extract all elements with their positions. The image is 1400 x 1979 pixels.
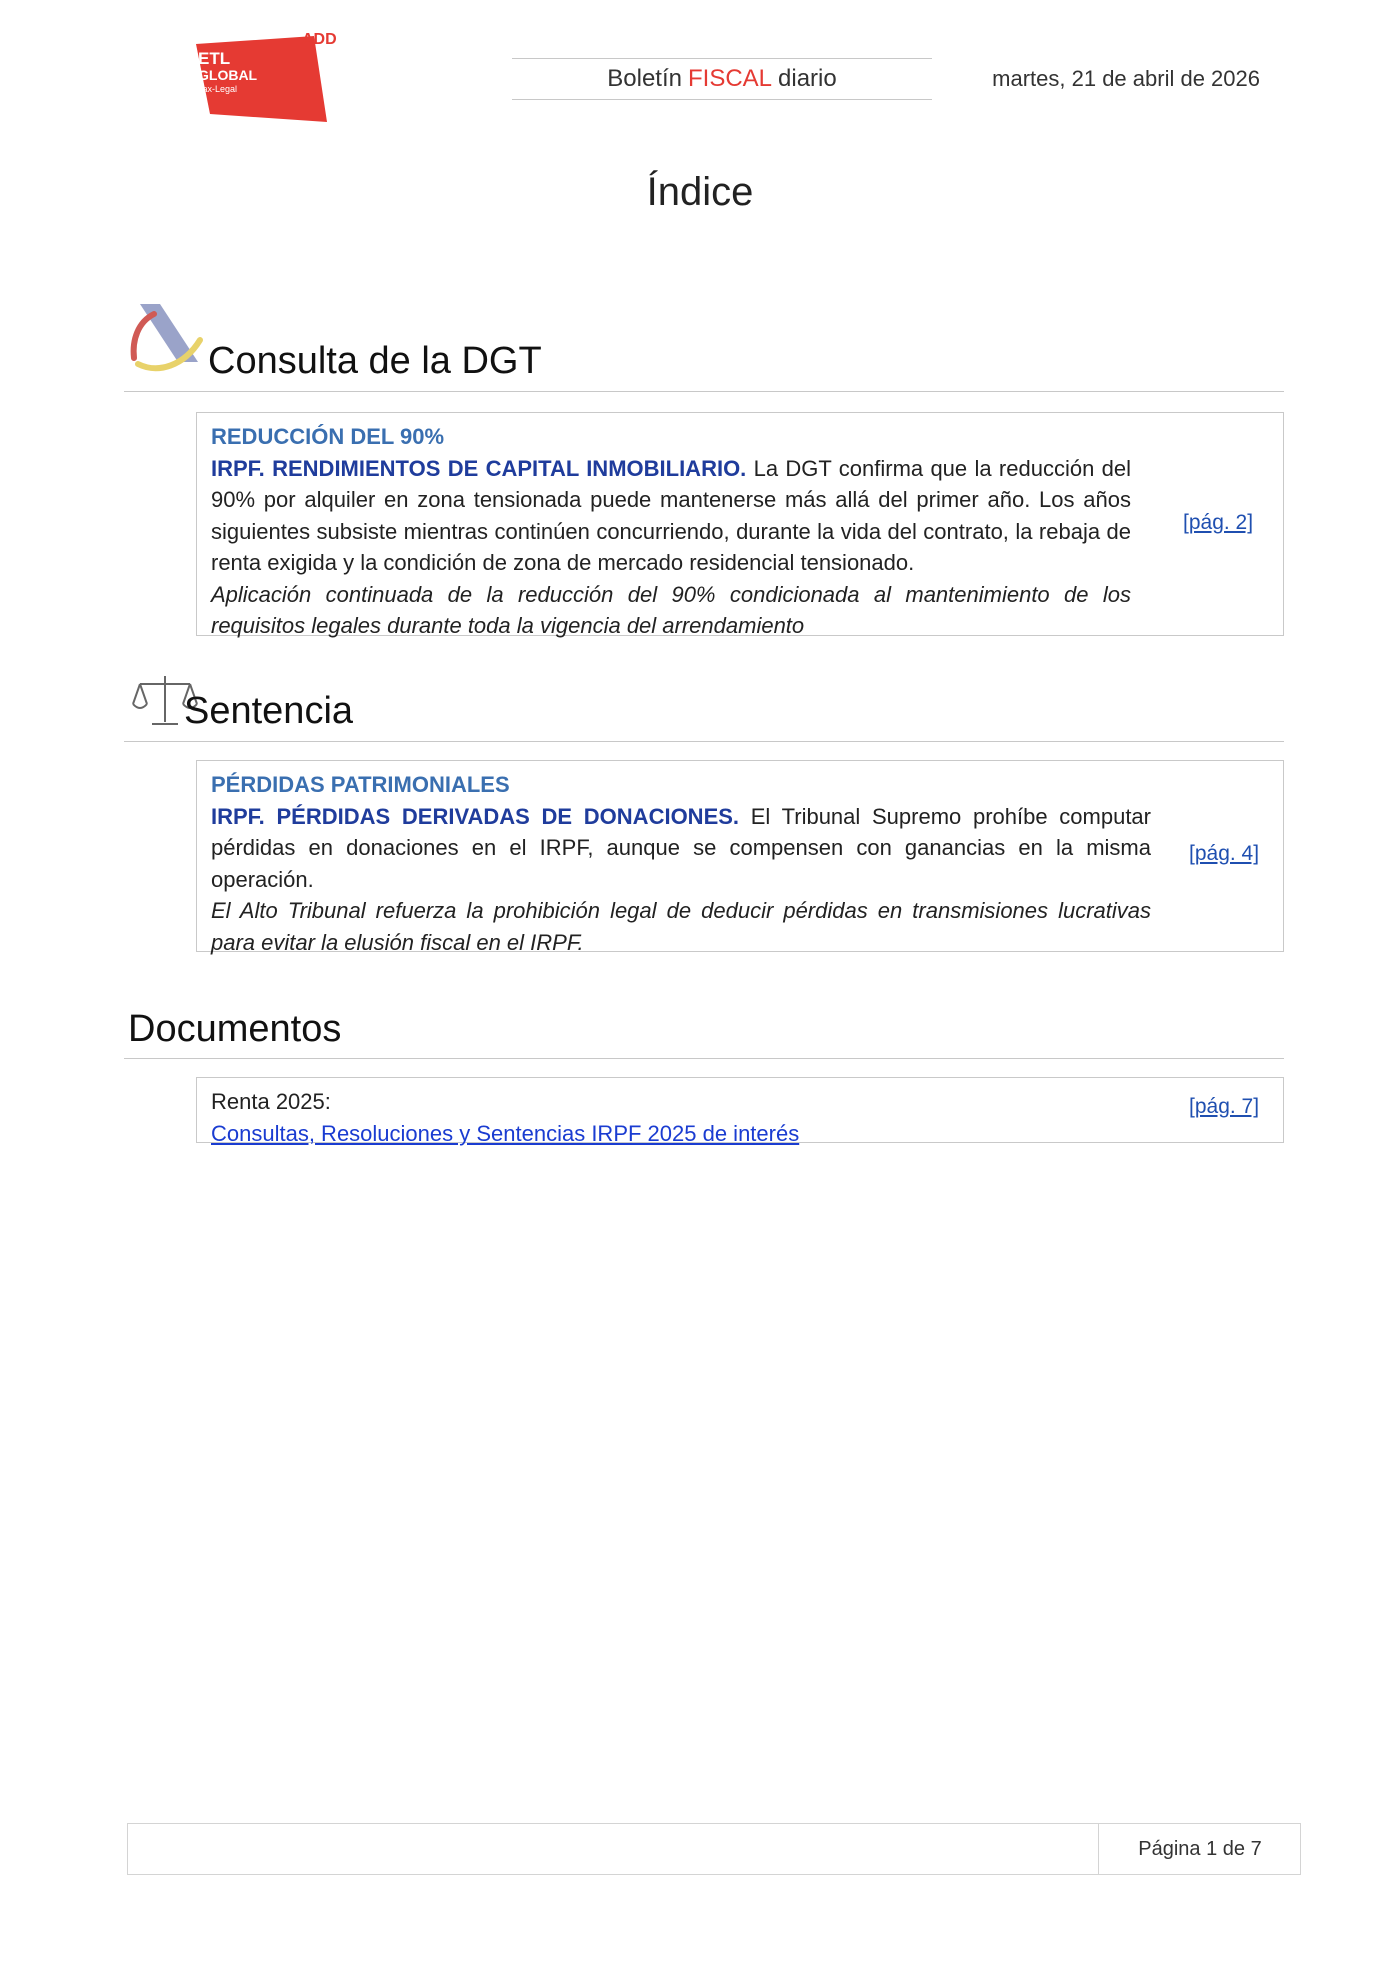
etl-global-logo <box>190 30 337 125</box>
logo-text-line3: Tax-Legal <box>198 84 238 94</box>
bulletin-title-fiscal: FISCAL <box>687 65 773 92</box>
section-title-dgt: Consulta de la DGT <box>208 340 542 382</box>
logo-text-top: ADD <box>302 31 337 48</box>
card-body: La DGT confirma que la reducción del 90% por alquiler en zona tensionada puede mantenerse más allá del primer año. Los años siguientes subsiste mientras continúen concurriendo, durante la vida del contrato, la rebaja de renta exigida y la condición de zona de mercado residencial tensionado. <box>211 455 1131 575</box>
section-divider <box>124 741 1284 742</box>
bulletin-title-part1: Boletín <box>607 65 682 92</box>
card-body: El Tribunal Supremo prohíbe computar pérdidas en donaciones en el IRPF, aunque se compensen con ganancias en la misma operación. <box>211 803 1151 892</box>
section-title-sentencia: Sentencia <box>184 690 354 732</box>
section-title-documentos: Documentos <box>128 1008 342 1050</box>
card-lead: IRPF. RENDIMIENTOS DE CAPITAL INMOBILIARIO. <box>211 455 747 481</box>
bulletin-date: martes, 21 de abril de 2026 <box>992 66 1260 91</box>
tax-agency-logo-icon <box>128 300 206 372</box>
logo-text-line2: GLOBAL <box>198 67 258 83</box>
section-divider <box>124 1058 1284 1059</box>
page-ref-link[interactable]: [pág. 4] <box>1189 842 1260 865</box>
summary-card-dgt <box>196 412 1284 636</box>
summary-card-sentencia <box>196 760 1284 955</box>
page-ref-link[interactable]: [pág. 7] <box>1189 1095 1260 1118</box>
card-lead: IRPF. PÉRDIDAS DERIVADAS DE DONACIONES. <box>211 803 740 829</box>
document-label: Renta 2025: <box>211 1089 331 1114</box>
page-ref-link[interactable]: [pág. 2] <box>1183 511 1254 534</box>
page-footer <box>127 1823 1301 1875</box>
section-divider <box>124 391 1284 392</box>
logo-graphic <box>190 30 337 125</box>
bulletin-title-part3: diario <box>778 65 837 92</box>
card-italic-summary: El Alto Tribunal refuerza la prohibición legal de deducir pérdidas en transmisiones lucrativas para evitar la elusión fiscal en el IRPF. <box>211 898 1151 955</box>
card-italic-summary: Aplicación continuada de la reducción del 90% condicionada al mantenimiento de los requisitos legales durante toda la vigencia del arrendamiento <box>211 581 1131 638</box>
index-title: Índice <box>646 170 754 214</box>
document-link[interactable]: Consultas, Resoluciones y Sentencias IRPF 2025 de interés <box>211 1120 800 1146</box>
bulletin-title <box>512 58 932 100</box>
logo-text-line1: ETL <box>198 49 231 68</box>
summary-card-documentos <box>196 1077 1284 1146</box>
page-number: Página 1 de 7 <box>1138 1837 1262 1860</box>
card-topic: REDUCCIÓN DEL 90% <box>211 424 445 449</box>
card-topic: PÉRDIDAS PATRIMONIALES <box>211 772 510 797</box>
